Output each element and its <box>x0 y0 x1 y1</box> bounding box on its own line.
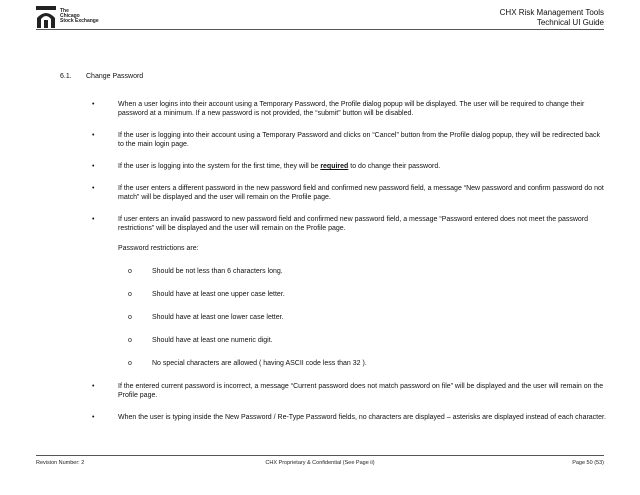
sub-bullet-icon: o <box>128 268 132 275</box>
list-item: • If the user is logging into their account using a Temporary Password and clicks on “Cancel” button from the Profile dialog popup, they will be redirected back to the main login page. <box>92 132 600 148</box>
list-item: • When a user logins into their account using a Temporary Password, the Profile dialog popup will be displayed. The user will be required to change their password at a minimum. If a new password is not provided, the “submit” button will be disabled. <box>92 101 585 117</box>
bullet-icon: • <box>92 414 95 421</box>
header-title-line1: CHX Risk Management Tools <box>499 8 604 17</box>
restrictions-label: Password restrictions are: <box>118 245 199 252</box>
bullet-icon: • <box>92 383 95 390</box>
bullet-icon: • <box>92 163 95 170</box>
page-content <box>60 72 606 435</box>
chx-logo-icon <box>36 6 56 28</box>
sub-bullet-icon: o <box>128 337 132 344</box>
header-title-line2: Technical UI Guide <box>536 18 604 27</box>
logo-wordmark: The Chicago Stock Exchange <box>60 8 99 24</box>
page-number: Page 50 (53) <box>572 460 604 466</box>
restriction-item: o Should be not less than 6 characters long. <box>128 268 283 275</box>
list-item: • If the user enters a different password in the new password field and confirmed new password field, a message “New password and confirm password do not match” will be displayed and the user will remain on the Profile page. <box>92 185 604 201</box>
required-emphasis: required <box>320 163 349 170</box>
bullet-icon: • <box>92 216 95 223</box>
list-item: • If the entered current password is incorrect, a message “Current password does not match password on file” will be displayed and the user will remain on the Profile page. <box>92 383 604 399</box>
sub-bullet-icon: o <box>128 360 132 367</box>
document-title <box>500 8 604 28</box>
restriction-item: o Should have at least one upper case letter. <box>128 291 285 298</box>
section-heading <box>60 72 606 84</box>
section-number: 6.1. <box>60 73 72 80</box>
page-footer <box>36 455 604 475</box>
sub-bullet-icon: o <box>128 314 132 321</box>
header-divider <box>36 29 604 30</box>
restriction-item: o No special characters are allowed ( having ASCII code less than 32 ). <box>128 360 367 367</box>
list-item: • When the user is typing inside the New Password / Re-Type Password fields, no characters are displayed – asterisks are displayed instead of each character. <box>92 414 606 421</box>
revision-number: Revision Number: 2 <box>36 460 85 466</box>
section-title: Change Password <box>86 73 144 80</box>
bullet-icon: • <box>92 132 95 139</box>
bullet-icon: • <box>92 101 95 108</box>
footer-divider <box>36 455 604 456</box>
chx-logo <box>36 6 146 30</box>
list-item: • If the user is logging into the system for the first time, they will be required to do change their password. <box>92 163 441 170</box>
sub-bullet-icon: o <box>128 291 132 298</box>
restriction-item: o Should have at least one numeric digit. <box>128 337 273 344</box>
confidentiality-note: CHX Proprietary & Confidential (See Page ii) <box>265 460 375 466</box>
page-header <box>36 4 604 44</box>
list-item: • If user enters an invalid password to new password field and confirmed new password field, a message “Password entered does not meet the password restrictions” will be displayed and the user will remain on the Profile page. <box>92 216 589 232</box>
restriction-item: o Should have at least one lower case letter. <box>128 314 284 321</box>
bullet-icon: • <box>92 185 95 192</box>
